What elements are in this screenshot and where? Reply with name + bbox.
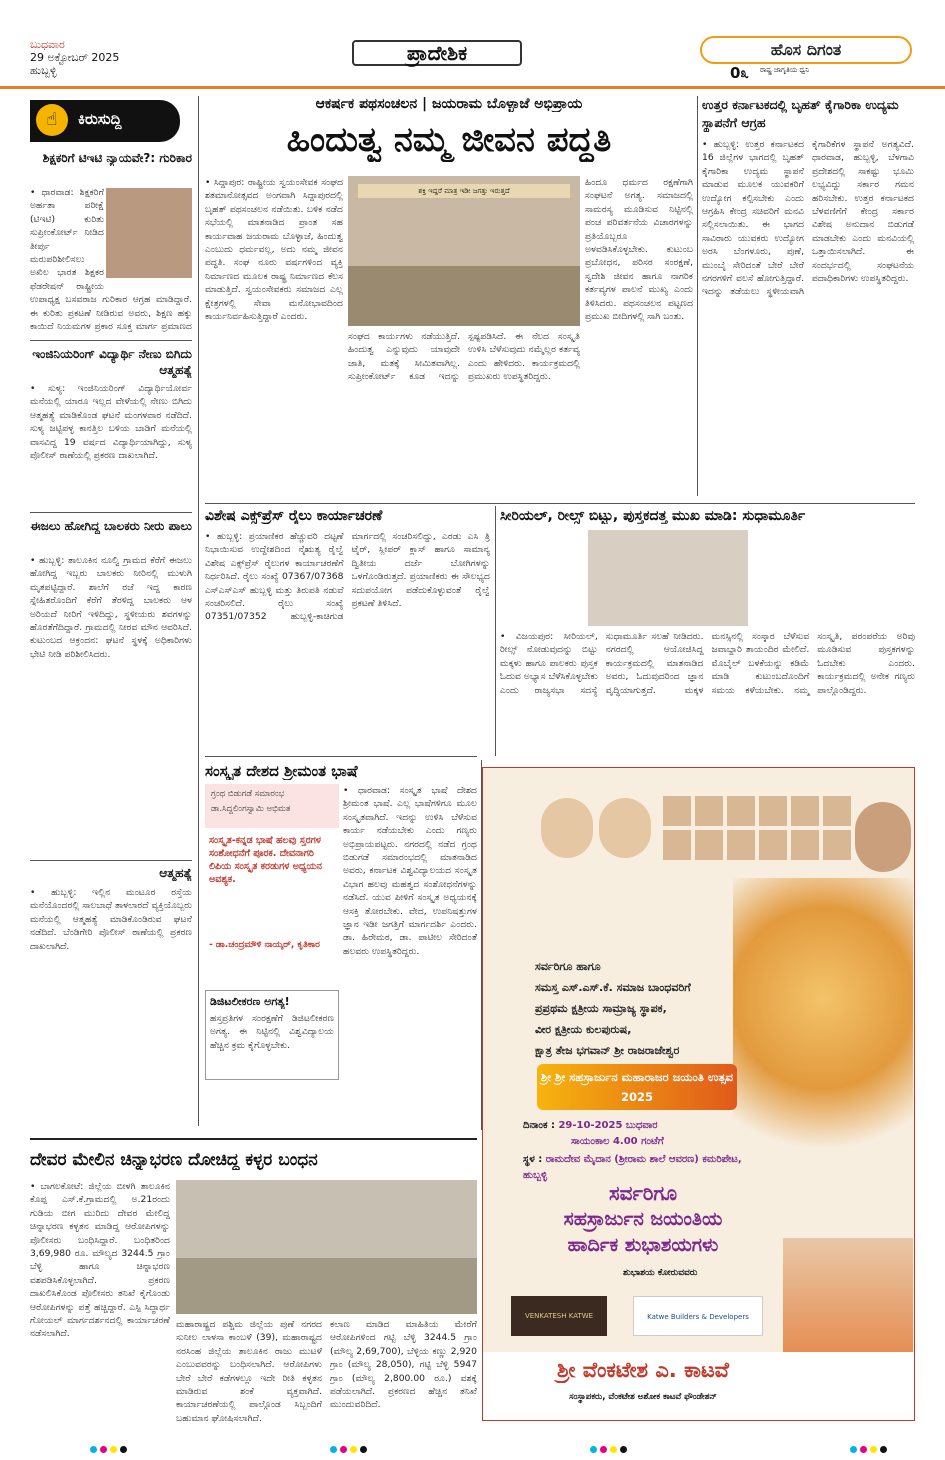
registration-marks-2 [330,1438,370,1457]
issue-day: ಬುಧವಾರ [30,38,65,51]
ad-from: ಶುಭಾಶಯ ಕೋರುವವರು [623,1268,698,1278]
rally-photo: ಶಕ್ತಿ ಇದ್ದರೆ ಮಾತ್ರ ಇಡೀ ಜಗತ್ತು ಇರುತ್ತದೆ [348,176,580,326]
issue-date [30,38,119,77]
tag-opinion: ಡಾ.ಸಿದ್ದಲಿಂಗಸ್ವಾಮಿ ಅಭಿಮತ [211,804,291,814]
kirusuddi-badge: ☝ ಕಿರುಸುದ್ದಿ [30,100,180,142]
sanskrit-headline: ಸಂಸ್ಕೃತ ದೇಶದ ಶ್ರೀಮಂತ ಭಾಷೆ [205,762,358,780]
rail-headline: ವಿಶೇಷ ಎಕ್ಸ್‌ಪ್ರೆಸ್ ರೈಲು ಕಾರ್ಯಾಚರಣೆ [205,508,383,524]
serial-body-text: • ವಿಜಯಪುರ: ಸೀರಿಯಲ್, ರೀಲ್ಸ್ ನೋಡುವುದನ್ನು ಬಿಟ್ಟು ಮಕ್ಕಳು ಹಾಗೂ ಪಾಲಕರು ಪುಸ್ತಕ ಓದುವ ಅಭ್ಯಾಸ ಬೆಳೆಸಿಕೊಳ್ಳಬೇಕು ಎಂದು ರಾಜ್ಯಸಭಾ ಸದಸ್ಯೆ ಸುಧಾಮೂರ್ತಿ ಸಲಹೆ ನೀಡಿದರು. ನಗರದಲ್ಲಿ ಆಯೋಜಿಸಿದ್ದ ಕಾರ್ಯಕ್ರಮದಲ್ಲಿ ಮಾತನಾಡಿದ ಅವರು, ಓದುವುದರಿಂದ ಜ್ಞಾನ ವೃದ್ಧಿಯಾಗುತ್ತದೆ. ಮಕ್ಕಳ ಮನಸ್ಸಿನಲ್ಲಿ ಸಂಸ್ಕಾರ ಬೆಳೆಸುವ ಜವಾಬ್ದಾರಿ ತಾಯಂದಿರ ಮೇಲಿದೆ. ಮೊಬೈಲ್ ಬಳಕೆಯನ್ನು ಕಡಿಮೆ ಮಾಡಿ ಕುಟುಂಬದೊಂದಿಗೆ ಸಮಯ ಕಳೆಯಬೇಕು. ನಮ್ಮ ಸಂಸ್ಕೃತಿ, ಪರಂಪರೆಯ ಅರಿವು ಮೂಡಿಸುವ ಪುಸ್ತಕಗಳನ್ನು ಓದಬೇಕು ಎಂದರು. ಕಾರ್ಯಕ್ರಮದಲ್ಲಿ ಅನೇಕ ಗಣ್ಯರು ಪಾಲ್ಗೊಂಡಿದ್ದರು. [500,631,915,696]
sponsor-name: ಶ್ರೀ ವೆಂಕಟೇಶ ಎ. ಕಾಟವೆ [557,1358,729,1382]
foundation-logo: VENKATESH KATWE [511,1296,607,1336]
sanskrit-body: • ಧಾರವಾಡ: ಸಂಸ್ಕೃತ ಭಾಷೆ ದೇಶದ ಶ್ರೀಮಂತ ಭಾಷೆ. ಎಲ್ಲ ಭಾಷೆಗಳಿಗೂ ಮೂಲ ಸಂಸ್ಕೃತವಾಗಿದೆ. ಇದನ್ನು ಉಳಿಸಿ ಬೆಳೆಸುವ ಕಾರ್ಯ ನಡೆಯಬೇಕು ಎಂದು ಗಣ್ಯರು ಅಭಿಪ್ರಾಯಪಟ್ಟರು. ನಗರದಲ್ಲಿ ನಡೆದ ಗ್ರಂಥ ಬಿಡುಗಡೆ ಸಮಾರಂಭದಲ್ಲಿ ಮಾತನಾಡಿದ ಅವರು, ಕರ್ನಾಟಕ ವಿಶ್ವವಿದ್ಯಾಲಯದ ಸಂಸ್ಕೃತ ವಿಭಾಗ ಹಲವು ಮಹತ್ವದ ಸಂಶೋಧನೆಗಳನ್ನು ನಡೆಸಿದೆ. ಯುವ ಪೀಳಿಗೆ ಸಂಸ್ಕೃತ ಅಧ್ಯಯನಕ್ಕೆ ಆಸಕ್ತಿ ತೋರಬೇಕು. ವೇದ, ಉಪನಿಷತ್ತುಗಳ ಜ್ಞಾನ ಇಡೀ ಜಗತ್ತಿಗೆ ಮಾರ್ಗದರ್ಶಿ ಎಂದರು. ಡಾ. ಹಿರೇಮಠ, ಡಾ. ಪಾಟೀಲ ಸೇರಿದಂತೆ ಹಲವರು ಉಪಸ್ಥಿತರಿದ್ದರು. [343,785,477,957]
theft-body-3: ಕಲಾಣ ಮಾಡಿದ ಮಾಹಿತಿಯ ಮೇರೆಗೆ ಆರೋಪಿಗಳಿಂದ ಗಟ್ಟಿ ಬೆಳ್ಳಿ 3244.5 ಗ್ರಾಂ (ಮೌಲ್ಯ 2,69,700), ಬೆಳ್ಳಿಯ ಕಣ್ಣು 2,920 ಗ್ರಾಂ (ಮೌಲ್ಯ 28,050), ಗಟ್ಟಿ ಬೆಳ್ಳಿ 5947 ಗ್ರಾಂ (ಮೌಲ್ಯ 2,800.00 ರೂ.) ವಶಕ್ಕೆ ಪಡೆಯಲಾಗಿದೆ. ಪ್ರಕರಣದ ಹೆಚ್ಚಿನ ತನಿಖೆ ಮುಂದುವರಿದಿದೆ. [330,1319,477,1411]
ad-wishes: ಸರ್ವರಿಗೂ ಸಹಸ್ರಾರ್ಜುನ ಜಯಂತಿಯ ಹಾರ್ದಿಕ ಶುಭಾಶಯಗಳು [563,1181,723,1256]
north-headline: ಉತ್ತರ ಕರ್ನಾಟಕದಲ್ಲಿ ಬೃಹತ್ ಕೈಗಾರಿಕಾ ಉದ್ಯಮ ಸ್ಥಾಪನೆಗೆ ಆಗ್ರಹ [702,97,899,130]
pull-quote-author: - ಡಾ.ಚಂದ್ರಮೌಳಿ ನಾಯ್ಕರ್, ಕೃತಿಕಾರ [209,940,320,950]
leader-portrait-1 [541,798,593,858]
lead-headline: ಹಿಂದುತ್ವ ನಮ್ಮ ಜೀವನ ಪದ್ಧತಿ [286,120,612,160]
brief-headline-4: ಆತ್ಮಹತ್ಯೆ [159,866,192,880]
north-body: • ಹುಬ್ಬಳ್ಳಿ: ಉತ್ತರ ಕರ್ನಾಟಕದ 16 ಜಿಲ್ಲೆಗಳ ಭಾಗದಲ್ಲಿ ಬೃಹತ್ ಕೈಗಾರಿಕಾ ಉದ್ಯಮ ಸ್ಥಾಪನೆ ಮಾಡುವ ಮೂಲಕ ಯುವಕರಿಗೆ ಉದ್ಯೋಗ ಕಲ್ಪಿಸಬೇಕು ಎಂದು ಆಗ್ರಹಿಸಿ ಕೇಂದ್ರ ಸಚಿವರಿಗೆ ಮನವಿ ಸಲ್ಲಿಸಲಾಯಿತು. ಈ ಭಾಗದ ಸಾವಿರಾರು ಯುವಕರು ಉದ್ಯೋಗ ಅರಸಿ ಬೆಂಗಳೂರು, ಪುಣೆ, ಮುಂಬೈ ಸೇರಿದಂತೆ ಬೇರೆ ಬೇರೆ ನಗರಗಳಿಗೆ ವಲಸೆ ಹೋಗುತ್ತಿದ್ದಾರೆ. ಇದನ್ನು ತಡೆಯಲು ಸ್ಥಳೀಯವಾಗಿ ಕೈಗಾರಿಕೆಗಳ ಸ್ಥಾಪನೆ ಅಗತ್ಯವಿದೆ. ಧಾರವಾಡ, ಹುಬ್ಬಳ್ಳಿ, ಬೆಳಗಾವಿ ಪ್ರದೇಶದಲ್ಲಿ ಸಾಕಷ್ಟು ಭೂಮಿ ಲಭ್ಯವಿದ್ದು ಸರ್ಕಾರ ಗಮನ ಹರಿಸಬೇಕು. ಉತ್ತರ ಕರ್ನಾಟಕದ ಬೆಳವಣಿಗೆಗೆ ಕೇಂದ್ರ ಸರ್ಕಾರ ವಿಶೇಷ ಅನುದಾನ ಬಿಡುಗಡೆ ಮಾಡಬೇಕು ಎಂದು ಮನವಿಯಲ್ಲಿ ಒತ್ತಾಯಿಸಲಾಗಿದೆ. ಈ ಸಂದರ್ಭದಲ್ಲಿ ಸಂಘಟನೆಯ ಪದಾಧಿಕಾರಿಗಳು ಉಪಸ್ಥಿತರಿದ್ದರು. [702,139,914,298]
brief-headline-1: ಶಿಕ್ಷಕರಿಗೆ ಟಿಇಟಿ ನ್ಯಾಯವೇ?: ಗುರಿಕಾರ [42,151,192,165]
brand-logo: ಹೊಸ ದಿಗಂತ [700,36,912,64]
ad-schedule: ದಿನಾಂಕ : 29-10-2025 ಬುಧವಾರ ಸಾಯಂಕಾಲ 4.00 ಗಂಟೆಗೆ ಸ್ಥಳ : ರಾಮದೇವ ಮೈದಾನ (ಶ್ರೀರಾಮ ಶಾಲೆ ಆವರಣ) ಕಮರಿಪೇಟ, ಹುಬ್ಬಳ್ಳಿ [523,1120,742,1181]
section-title: ಪ್ರಾದೇಶಿಕ [352,40,522,66]
issue-date-text: 29 ಅಕ್ಟೋಬರ್ 2025 [30,51,120,64]
brief-text-2: • ಸುಳ್ಯ: ಇಂಜಿನಿಯರಿಂಗ್ ವಿದ್ಯಾರ್ಥಿಯೋರ್ವ ಮನೆಯಲ್ಲಿ ಯಾರೂ ಇಲ್ಲದ ವೇಳೆಯಲ್ಲಿ ನೇಣು ಬಿಗಿದು ಆತ್ಮಹತ್ಯೆ ಮಾಡಿಕೊಂಡ ಘಟನೆ ಮಂಗಳವಾರ ನಡೆದಿದೆ. ಸುಳ್ಯ ಜಟ್ಟಿಪಳ್ಳ ಕಾನತ್ತಿಲ ಬಳಿಯ ಬಾಡಿಗೆ ಮನೆಯಲ್ಲಿ ವಾಸವಿದ್ದ 19 ವರ್ಷದ ವಿದ್ಯಾರ್ಥಿಯಾಗಿದ್ದು, ಸುಳ್ಯ ಪೊಲೀಸ್ ಠಾಣೆಯಲ್ಲಿ ಪ್ರಕರಣ ದಾಖಲಾಗಿದೆ. [30,383,192,462]
theft-body-1: • ಬಾಗಲಕೋಟೆ: ಜಿಲ್ಲೆಯ ಬೀಳಗಿ ತಾಲೂಕಿನ ಕೊಪ್ಪ ಎಸ್.ಕೆ.ಗ್ರಾಮದಲ್ಲಿ ಅ.21ರಂದು ಗುಡಿಯ ಬೀಗ ಮುರಿದು ದೇವರ ಮೇಲಿದ್ದ ಚಿನ್ನಾಭರಣ ಕಳ್ಳತನ ಮಾಡಿದ್ದ ಆರೋಪಿಗಳನ್ನು ಪೊಲೀಸರು ಬಂಧಿಸಿದ್ದಾರೆ. ಬಂಧಿತರಿಂದ 3,69,980 ರೂ. ಮೌಲ್ಯದ 3244.5 ಗ್ರಾಂ ಬೆಳ್ಳಿ ಹಾಗೂ ಚಿನ್ನಾಭರಣ ವಶಪಡಿಸಿಕೊಳ್ಳಲಾಗಿದೆ. ಪ್ರಕರಣ ದಾಖಲಿಸಿಕೊಂಡ ಪೊಲೀಸರು ತನಿಖೆ ಕೈಗೊಂಡು ಆರೋಪಿಗಳನ್ನು ಪತ್ತೆ ಹಚ್ಚಿದ್ದಾರೆ. ಎಸ್ಪಿ ಸಿದ್ಧಾರ್ಥ ಗೋಯಲ್ ಮಾರ್ಗದರ್ಶನದಲ್ಲಿ ಕಾರ್ಯಾಚರಣೆ ನಡೆಸಲಾಗಿದೆ. [30,1181,170,1340]
theft-headline: ದೇವರ ಮೇಲಿನ ಚಿನ್ನಾಭರಣ ದೋಚಿದ್ದ ಕಳ್ಳರ ಬಂಧನ [30,1150,318,1170]
brief-headline-3: ಈಜಲು ಹೋಗಿದ್ದ ಬಾಲಕರು ನೀರು ಪಾಲು [30,519,192,533]
event-banner: ಶ್ರೀ ಶ್ರೀ ಸಹಸ್ರಾರ್ಜುನ ಮಹಾರಾಜರ ಜಯಂತಿ ಉತ್ಸವ 2025 [537,1064,737,1110]
issue-city: ಹುಬ್ಬಳ್ಳಿ [30,64,57,77]
rail-body: • ಹುಬ್ಬಳ್ಳಿ: ಪ್ರಯಾಣಿಕರ ಹೆಚ್ಚುವರಿ ದಟ್ಟಣೆ ನಿಭಾಯಿಸುವ ಉದ್ದೇಶದಿಂದ ನೈಋತ್ಯ ರೈಲ್ವೆ ವಿಶೇಷ ಎಕ್ಸ್‌ಪ್ರೆಸ್ ರೈಲುಗಳ ಕಾರ್ಯಾಚರಣೆಗೆ ನಿರ್ಧರಿಸಿದೆ. ರೈಲು ಸಂಖ್ಯೆ 07367/07368 ಎಸ್‌ಎಸ್‌ಎಸ್ ಹುಬ್ಬಳ್ಳಿ ಮತ್ತು ತಿರುಪತಿ ನಡುವೆ ಸಂಚರಿಸಲಿದೆ. ರೈಲು ಸಂಖ್ಯೆ 07351/07352 ಹುಬ್ಬಳ್ಳಿ-ಕಾಚಿಗುಡ ಮಾರ್ಗದಲ್ಲಿ ಸಂಚರಿಸಲಿದ್ದು, ಎರಡು ಎಸಿ ತ್ರಿ ಟೈರ್, ಸ್ಲೀಪರ್ ಕ್ಲಾಸ್ ಹಾಗೂ ಸಾಮಾನ್ಯ ದ್ವಿತೀಯ ದರ್ಜೆ ಬೋಗಿಗಳನ್ನು ಒಳಗೊಂಡಿರುತ್ತದೆ. ಪ್ರಯಾಣಿಕರು ಈ ಸೌಲಭ್ಯದ ಸದುಪಯೋಗ ಪಡೆದುಕೊಳ್ಳುವಂತೆ ರೈಲ್ವೆ ಪ್ರಕಟಣೆ ತಿಳಿಸಿದೆ. [205,531,490,623]
masthead-rule [0,86,945,89]
page-number: 0೩ [730,64,749,82]
jayanti-advertisement [482,767,915,1421]
committee-portraits [663,796,849,860]
leader-portrait-right [855,802,911,872]
lead-kicker: ಆಕರ್ಷಕ ಪಥಸಂಚಲನ | ಜಯರಾಮ ಬೊಳ್ಳಾಜೆ ಅಭಿಪ್ರಾಯ [315,96,583,112]
registration-marks-3 [590,1438,630,1457]
sponsor-role: ಸಂಸ್ಥಾಪಕರು, ವೆಂಕಟೇಶ ಅಶೋಕ ಕಾಟವೆ ಫೌಂಡೇಶನ್ [569,1392,717,1402]
ad-greeting: ಸರ್ವರಿಗೂ ಹಾಗೂ ಸಮಸ್ತ ಎಸ್.ಎಸ್.ಕೆ. ಸಮಾಜ ಬಾಂಧವರಿಗೆ ಪ್ರಪ್ರಥಮ ಕ್ಷತ್ರೀಯ ಸಾಮ್ರಾಜ್ಯ ಸ್ಥಾಪಕ, ವೀರ ಕ್ಷತ್ರೀಯ ಕುಲಪುರುಷ, ಕ್ಷಾತ್ರ ತೇಜ ಭಗವಾನ್ ಶ್ರೀ ರಾಜರಾಜೇಶ್ವರ [535,960,691,1057]
leader-portrait-2 [599,798,651,858]
pointing-hand-icon: ☝ [36,104,68,136]
lead-body-2: ಸಂಘದ ಕಾರ್ಯಗಳು ನಡೆಯುತ್ತಿದೆ. ಹಿಂದುತ್ವ ಎನ್ನುವುದು ಯಾವುದೇ ಜಾತಿ, ಮತಕ್ಕೆ ಸೀಮಿತವಾಗಿಲ್ಲ. ಸುಪ್ರೀಂಕೋರ್ಟ್ ಕೂಡ ಇದನ್ನು ಸ್ಪಷ್ಟಪಡಿಸಿದೆ. ಈ ನೆಲದ ಸಂಸ್ಕೃತಿ ಉಳಿಸಿ ಬೆಳೆಸುವುದು ನಮ್ಮೆಲ್ಲರ ಕರ್ತವ್ಯ ಎಂದು ಹೇಳಿದರು. ಕಾರ್ಯಕ್ರಮದಲ್ಲಿ ಪ್ರಮುಖರು ಉಪಸ್ಥಿತರಿದ್ದರು. [348,331,580,383]
arrest-photo [176,1180,477,1314]
brief-text-3: • ಹುಬ್ಬಳ್ಳಿ: ತಾಲೂಕಿನ ನೂಲ್ವಿ ಗ್ರಾಮದ ಕೆರೆಗೆ ಈಜಲು ಹೋಗಿದ್ದ ಇಬ್ಬರು ಬಾಲಕರು ನೀರಿನಲ್ಲಿ ಮುಳುಗಿ ಮೃತಪಟ್ಟಿದ್ದಾರೆ. ಶಾಲೆಗೆ ರಜೆ ಇದ್ದ ಕಾರಣ ಸ್ನೇಹಿತರೊಂದಿಗೆ ಕೆರೆಗೆ ತೆರಳಿದ್ದ ಬಾಲಕರು ಆಳ ಅರಿಯದೆ ನೀರಿಗೆ ಇಳಿದಿದ್ದು, ಸ್ಥಳೀಯರು ಶವಗಳನ್ನು ಹೊರತೆಗೆದಿದ್ದಾರೆ. ಗ್ರಾಮದಲ್ಲಿ ನೀರವ ಮೌನ ಆವರಿಸಿದೆ. ಕುಟುಂಬದ ಆಕ್ರಂದನ: ಘಟನೆ ಸ್ಥಳಕ್ಕೆ ಅಧಿಕಾರಿಗಳು ಭೇಟಿ ನೀಡಿ ಪರಿಶೀಲಿಸಿದರು. [30,555,192,660]
lead-body-1: • ಸಿದ್ದಾಪುರ: ರಾಷ್ಟ್ರೀಯ ಸ್ವಯಂಸೇವಕ ಸಂಘದ ಶತಮಾನೋತ್ಸವದ ಅಂಗವಾಗಿ ಸಿದ್ದಾಪುರದಲ್ಲಿ ಬೃಹತ್ ಪಥಸಂಚಲನ ನಡೆಯಿತು. ಬಳಿಕ ನಡೆದ ಸಭೆಯಲ್ಲಿ ಮಾತನಾಡಿದ ಪ್ರಾಂತ ಸಹ ಕಾರ್ಯವಾಹ ಜಯರಾಮ ಬೊಳ್ಳಾಜೆ, ಹಿಂದುತ್ವ ಎಂಬುದು ಧರ್ಮವಲ್ಲ, ಅದು ನಮ್ಮ ಜೀವನ ಪದ್ಧತಿ. ಸಂಘ ನೂರು ವರ್ಷಗಳಿಂದ ವ್ಯಕ್ತಿ ನಿರ್ಮಾಣದ ಮೂಲಕ ರಾಷ್ಟ್ರ ನಿರ್ಮಾಣದ ಕೆಲಸ ಮಾಡುತ್ತಿದೆ. ಸ್ವಯಂಸೇವಕರು ಸಮಾಜದ ಎಲ್ಲ ಕ್ಷೇತ್ರಗಳಲ್ಲಿ ಸೇವಾ ಮನೋಭಾವದಿಂದ ಕಾರ್ಯನಿರ್ವಹಿಸುತ್ತಿದ್ದಾರೆ ಎಂದರು. [205,177,343,323]
registration-marks-4 [850,1438,890,1457]
brand-tagline: ರಾಷ್ಟ್ರ ಜಾಗೃತಿಯ ಧ್ವನಿ [760,66,810,74]
lead-body-3: ಹಿಂದೂ ಧರ್ಮದ ರಕ್ಷಣೆಗಾಗಿ ಸಂಘಟನೆ ಅಗತ್ಯ. ಸಮಾಜದಲ್ಲಿ ಸಾಮರಸ್ಯ ಮೂಡಿಸುವ ನಿಟ್ಟಿನಲ್ಲಿ ಪಂಚ ಪರಿವರ್ತನೆಯ ವಿಚಾರಗಳನ್ನು ಪ್ರತಿಯೊಬ್ಬರೂ ಅಳವಡಿಸಿಕೊಳ್ಳಬೇಕು. ಕುಟುಂಬ ಪ್ರಬೋಧನ, ಪರಿಸರ ಸಂರಕ್ಷಣೆ, ಸ್ವದೇಶಿ ಜೀವನ ಹಾಗೂ ನಾಗರಿಕ ಕರ್ತವ್ಯಗಳ ಪಾಲನೆ ಮುಖ್ಯ ಎಂದು ತಿಳಿಸಿದರು. ಪಥಸಂಚಲನ ಪಟ್ಟಣದ ಪ್ರಮುಖ ಬೀದಿಗಳಲ್ಲಿ ಸಾಗಿ ಬಂತು. [585,177,693,323]
brief-text-4: • ಹುಬ್ಬಳ್ಳಿ: ಇಲ್ಲಿನ ಮಂಟೂರ ರಸ್ತೆಯ ಮನೆಯೊಂದರಲ್ಲಿ ಸಾಲಬಾಧೆ ತಾಳಲಾರದೆ ವ್ಯಕ್ತಿಯೊಬ್ಬರು ಮನೆಯಲ್ಲಿ ಆತ್ಮಹತ್ಯೆ ಮಾಡಿಕೊಂಡಿರುವ ಘಟನೆ ನಡೆದಿದೆ. ಬೆಂಡಿಗೇರಿ ಪೊಲೀಸ್ ಠಾಣೆಯಲ್ಲಿ ಪ್ರಕರಣ ದಾಖಲಾಗಿದೆ. [30,887,192,952]
sanskrit-tags [205,784,339,828]
brief-headline-2: ಇಂಜಿನಿಯರಿಂಗ್ ವಿದ್ಯಾರ್ಥಿ ನೇಣು ಬಿಗಿದು ಆತ್ಮಹತ್ಯೆ [32,347,192,377]
registration-marks-1 [90,1438,130,1457]
tag-book-release: ಗ್ರಂಥ ಬಿಡುಗಡೆ ಸಮಾರಂಭ [211,789,285,799]
builders-logo: Katwe Builders & Developers [633,1296,763,1336]
digital-box: ಡಿಜಿಟಲೀಕರಣ ಅಗತ್ಯ! ಹಸ್ತಪ್ರತಿಗಳ ಸಂರಕ್ಷಣೆಗೆ ಡಿಜಿಟಲೀಕರಣ ಅಗತ್ಯ. ಈ ನಿಟ್ಟಿನಲ್ಲಿ ವಿಶ್ವವಿದ್ಯಾಲಯ ಹೆಚ್ಚಿನ ಕ್ರಮ ಕೈಗೊಳ್ಳಬೇಕು. [205,990,339,1080]
theft-body-2: ಮಹಾರಾಷ್ಟ್ರದ ಪಶ್ಚಿಮ ಜಿಲ್ಲೆಯ ಪುಣೆ ನಗರದ ಸುನೀಲ ಲಾಳಸಾ ಕಾಂಬಳೆ (39), ಮಹಾರಾಷ್ಟ್ರದ ನರಸಿಂಹ ಜಿಲ್ಲೆಯ ತಾಲೂಕಿನ ರಾಜು ಮುಟಳೆ ಎಂಬುವವರನ್ನು ಬಂಧಿಸಲಾಗಿದೆ. ಆರೋಪಿಗಳು ಬೇರೆ ಬೇರೆ ಕಡೆಗಳಲ್ಲೂ ಇದೇ ರೀತಿ ಕಳ್ಳತನ ಮಾಡಿರುವ ಶಂಕೆ ವ್ಯಕ್ತವಾಗಿದೆ. ಕಾರ್ಯಾಚರಣೆಯಲ್ಲಿ ಪಾಲ್ಗೊಂಡ ಸಿಬ್ಬಂದಿಗೆ ಬಹುಮಾನ ಘೋಷಿಸಲಾಗಿದೆ. [176,1319,322,1424]
serial-headline: ಸೀರಿಯಲ್, ರೀಲ್ಸ್ ಬಿಟ್ಟು, ಪುಸ್ತಕದತ್ತ ಮುಖ ಮಾಡಿ: ಸುಧಾಮೂರ್ತಿ [500,508,806,524]
deity-illustration [733,878,913,1178]
pull-quote: ಸಂಸ್ಕೃತ-ಕನ್ನಡ ಭಾಷೆ ಹಲವು ಸ್ತರಗಳ ಸಂಶೋಧನೆಗೆ ಪೂರಕ. ದೇವನಾಗರಿ ಲಿಪಿಯ ಸಂಸ್ಕೃತ ಕರಡುಗಳ ಅಧ್ಯಯನ ಅವಶ್ಯಕ. [209,835,322,885]
brief-text-1: • ಧಾರವಾಡ: ಶಿಕ್ಷಕರಿಗೆ ಅರ್ಹತಾ ಪರೀಕ್ಷೆ (ಟಿಇಟಿ) ಕುರಿತು ಸುಪ್ರೀಂಕೋರ್ಟ್ ನೀಡಿದ ತೀರ್ಪು ಮರುಪರಿಶೀಲಿಸಲು ಅಖಿಲ ಭಾರತ ಶಿಕ್ಷಕರ ಫೆಡರೇಷನ್ ರಾಷ್ಟ್ರೀಯ ಉಪಾಧ್ಯಕ್ಷ ಬಸವರಾಜ ಗುರಿಕಾರ ಆಗ್ರಹ ಮಾಡಿದ್ದಾರೆ. ಈ ಕುರಿತು ಪ್ರಕಟಣೆ ನೀಡಿರುವ ಅವರು, ಶಿಕ್ಷಣ ಹಕ್ಕು ಕಾಯಿದೆ ನಿಯಮಗಳ ಪ್ರಕಾರ ಸೂಕ್ತ ಮಾರ್ಗ ಪ್ರಮಾಣದ [30,187,192,333]
